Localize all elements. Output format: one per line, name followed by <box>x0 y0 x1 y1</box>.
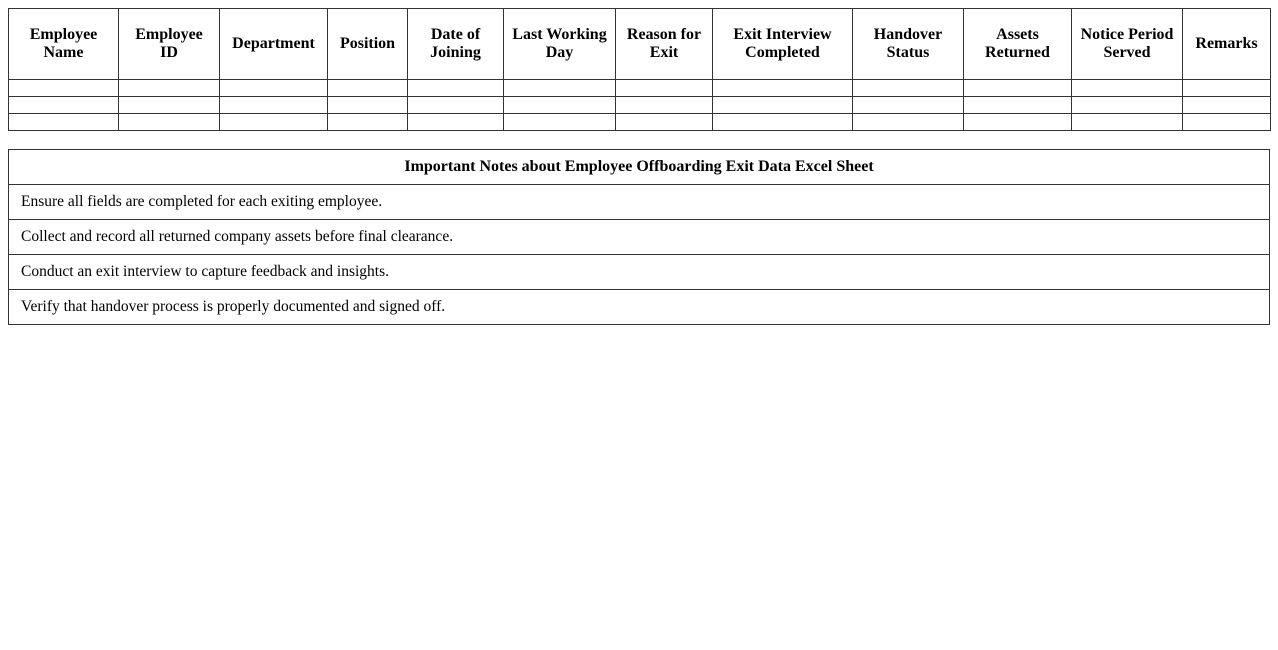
note-row <box>9 185 1270 220</box>
table-cell[interactable] <box>408 80 504 97</box>
note-item: Collect and record all returned company assets before final clearance. <box>9 220 1270 255</box>
note-row <box>9 220 1270 255</box>
table-cell[interactable] <box>1072 114 1183 131</box>
table-cell[interactable] <box>119 80 220 97</box>
header-remarks: Remarks <box>1183 9 1271 80</box>
table-cell[interactable] <box>504 80 616 97</box>
table-cell[interactable] <box>713 80 853 97</box>
table-cell[interactable] <box>1072 97 1183 114</box>
header-notice-period-served: Notice Period Served <box>1072 9 1183 80</box>
table-cell[interactable] <box>616 97 713 114</box>
header-date-of-joining: Date of Joining <box>408 9 504 80</box>
table-cell[interactable] <box>1072 80 1183 97</box>
table-cell[interactable] <box>220 114 328 131</box>
notes-header-row <box>9 150 1270 185</box>
table-cell[interactable] <box>616 114 713 131</box>
table-cell[interactable] <box>1183 80 1271 97</box>
table-cell[interactable] <box>504 114 616 131</box>
table-cell[interactable] <box>964 80 1072 97</box>
table-cell[interactable] <box>220 80 328 97</box>
table-cell[interactable] <box>9 97 119 114</box>
table-cell[interactable] <box>328 97 408 114</box>
table-cell[interactable] <box>1183 114 1271 131</box>
header-assets-returned: Assets Returned <box>964 9 1072 80</box>
header-handover-status: Handover Status <box>853 9 964 80</box>
table-cell[interactable] <box>119 114 220 131</box>
table-cell[interactable] <box>408 114 504 131</box>
header-exit-interview-completed: Exit Interview Completed <box>713 9 853 80</box>
table-cell[interactable] <box>9 80 119 97</box>
table-cell[interactable] <box>853 97 964 114</box>
header-row <box>9 9 1271 80</box>
table-cell[interactable] <box>9 114 119 131</box>
table-row <box>9 80 1271 97</box>
table-row <box>9 97 1271 114</box>
table-cell[interactable] <box>713 114 853 131</box>
note-row <box>9 290 1270 325</box>
table-row <box>9 114 1271 131</box>
table-cell[interactable] <box>119 97 220 114</box>
note-item: Verify that handover process is properly documented and signed off. <box>9 290 1270 325</box>
table-cell[interactable] <box>853 80 964 97</box>
table-cell[interactable] <box>853 114 964 131</box>
note-row <box>9 255 1270 290</box>
table-cell[interactable] <box>713 97 853 114</box>
table-cell[interactable] <box>616 80 713 97</box>
table-cell[interactable] <box>220 97 328 114</box>
header-reason-for-exit: Reason for Exit <box>616 9 713 80</box>
table-cell[interactable] <box>504 97 616 114</box>
table-cell[interactable] <box>964 97 1072 114</box>
employee-exit-table <box>8 8 1271 131</box>
table-cell[interactable] <box>328 114 408 131</box>
note-item: Conduct an exit interview to capture feedback and insights. <box>9 255 1270 290</box>
table-cell[interactable] <box>964 114 1072 131</box>
table-cell[interactable] <box>328 80 408 97</box>
header-position: Position <box>328 9 408 80</box>
table-cell[interactable] <box>1183 97 1271 114</box>
important-notes-table <box>8 149 1270 325</box>
header-department: Department <box>220 9 328 80</box>
note-item: Ensure all fields are completed for each exiting employee. <box>9 185 1270 220</box>
header-employee-id: Employee ID <box>119 9 220 80</box>
header-last-working-day: Last Working Day <box>504 9 616 80</box>
notes-title: Important Notes about Employee Offboarding Exit Data Excel Sheet <box>9 150 1270 185</box>
table-cell[interactable] <box>408 97 504 114</box>
header-employee-name: Employee Name <box>9 9 119 80</box>
